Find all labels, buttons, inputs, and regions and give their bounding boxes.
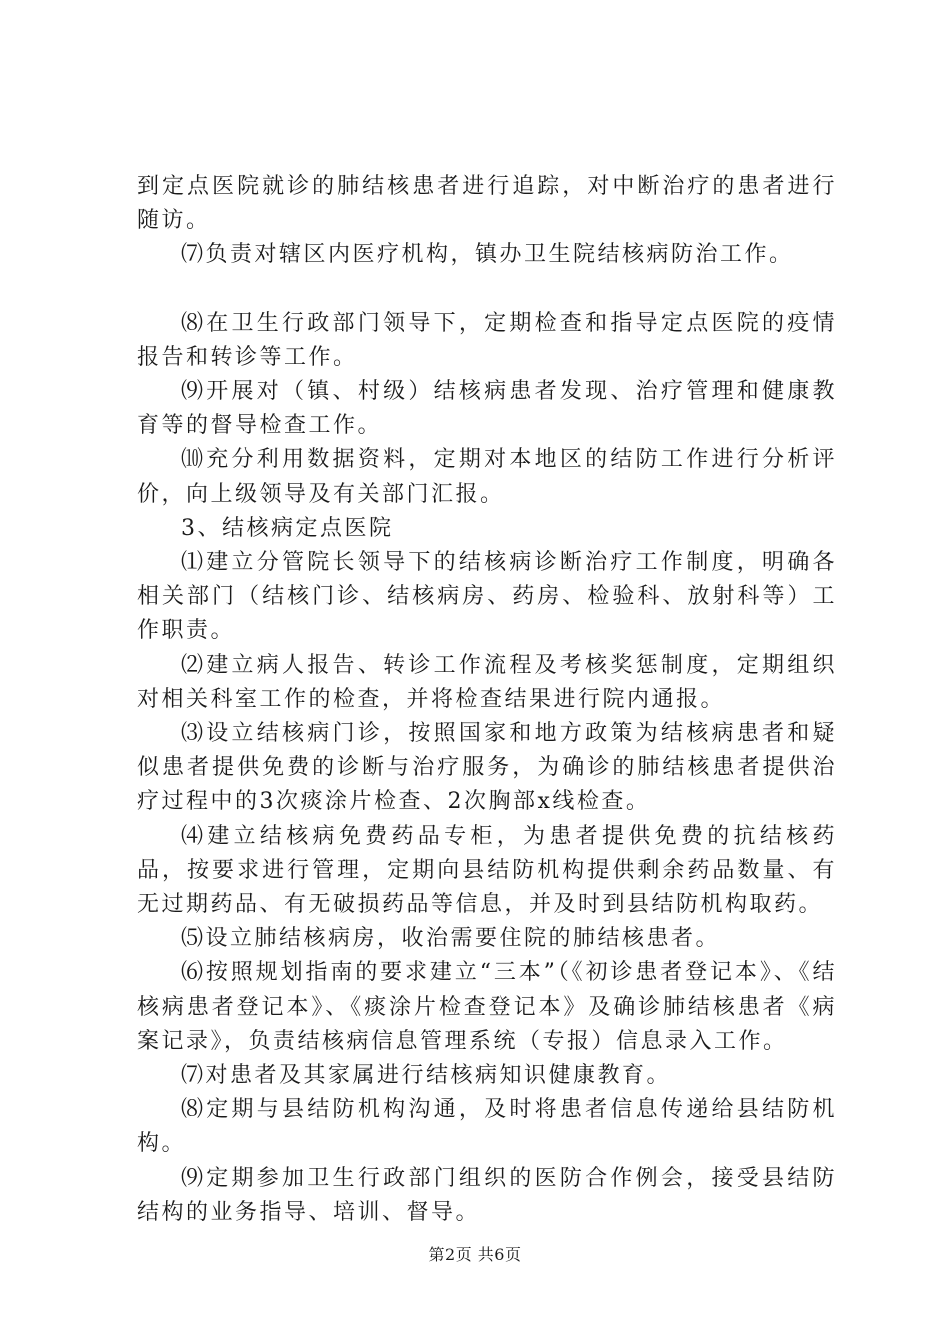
paragraph-continuation: 到定点医院就诊的肺结核患者进行追踪，对中断治疗的患者进行随访。 [137,174,837,234]
paragraph-hospital-item-1: ⑴建立分管院长领导下的结核病诊断治疗工作制度，明确各相关部门（结核门诊、结核病房、药房、检验科、放射科等）工作职责。 [137,550,837,644]
paragraph-item-8: ⑻在卫生行政部门领导下，定期检查和指导定点医院的疫情报告和转诊等工作。 [137,310,837,370]
paragraph-item-10: ⑽充分利用数据资料，定期对本地区的结防工作进行分析评价，向上级领导及有关部门汇报。 [137,447,837,507]
paragraph-hospital-item-9: ⑼定期参加卫生行政部门组织的医防合作例会，接受县结防结构的业务指导、培训、督导。 [137,1165,837,1225]
document-body [137,170,837,1230]
paragraph-hospital-item-8: ⑻定期与县结防机构沟通，及时将患者信息传递给县结防机构。 [137,1097,837,1157]
paragraph-hospital-item-5: ⑸设立肺结核病房，收治需要住院的肺结核患者。 [181,926,721,952]
paragraph-hospital-item-3: ⑶设立结核病门诊，按照国家和地方政策为结核病患者和疑似患者提供免费的诊断与治疗服务，为确诊的肺结核患者提供治疗过程中的3次痰涂片检查、2次胸部x线检查。 [137,721,837,815]
page-footer: 第2页 共6页 [428,1245,522,1264]
paragraph-hospital-item-2: ⑵建立病人报告、转诊工作流程及考核奖惩制度，定期组织对相关科室工作的检查，并将检查结果进行院内通报。 [137,652,837,712]
paragraph-item-7: ⑺负责对辖区内医疗机构，镇办卫生院结核病防治工作。 [181,242,794,268]
section-heading-3: 3、结核病定点医院 [181,515,394,541]
paragraph-hospital-item-7: ⑺对患者及其家属进行结核病知识健康教育。 [181,1063,672,1089]
paragraph-hospital-item-6: ⑹按照规划指南的要求建立“三本”（《初诊患者登记本》、《结核病患者登记本》、《痰涂片检查登记本》及确诊肺结核患者《病案记录》，负责结核病信息管理系统（专报）信息录入工作。 [137,960,837,1054]
paragraph-hospital-item-4: ⑷建立结核病免费药品专柜，为患者提供免费的抗结核药品，按要求进行管理，定期向县结防机构提供剩余药品数量、有无过期药品、有无破损药品等信息，并及时到县结防机构取药。 [137,823,837,918]
paragraph-item-9: ⑼开展对（镇、村级）结核病患者发现、治疗管理和健康教育等的督导检查工作。 [137,379,837,439]
